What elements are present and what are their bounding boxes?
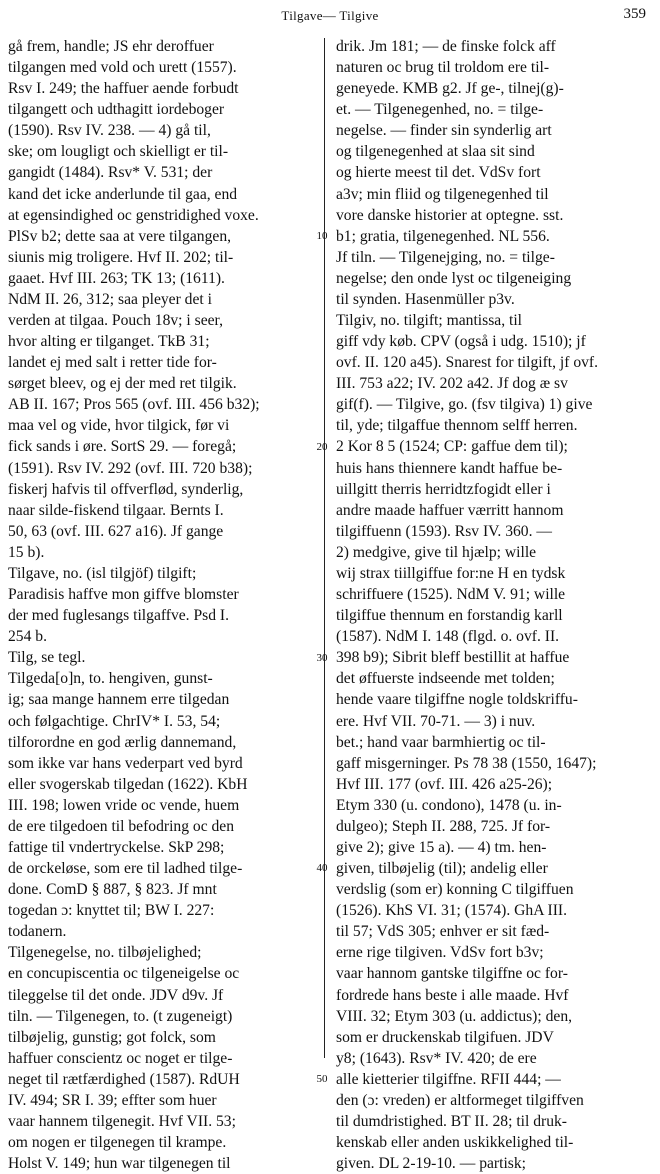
text-line: drik. Jm 181; — de finske folck aff — [336, 38, 556, 55]
text-line: done. ComD § 887, § 823. Jf mnt — [8, 881, 217, 899]
text-line: Tilgenegelse, no. tilbøjelighed; — [8, 944, 202, 962]
text-line: given. DL 2-19-10. — partisk; — [336, 1155, 526, 1173]
text-line: a3v; min fliid og tilgenegenhed til — [336, 185, 549, 203]
text-line: gaaet. Hvf III. 263; TK 13; (1611). — [8, 269, 225, 287]
text-line: b1; gratia, tilgenegenhed. NL 556. — [336, 227, 550, 245]
text-line: III. 198; lowen vride oc vende, huem — [8, 796, 240, 814]
text-line: fiskerj hafvis til offverflød, synderlig, — [8, 480, 244, 498]
text-line: tilgangen med vold och urett (1557). — [8, 59, 237, 77]
text-line: til, yde; tilgaffue thennom selff herren. — [336, 417, 578, 435]
text-line: gangidt (1484). Rsv* V. 531; der — [8, 164, 213, 182]
text-line: fordrede hans beste i alle maade. Hvf — [336, 986, 569, 1004]
text-line: kenskab eller anden uskikkelighed til- — [336, 1134, 574, 1152]
text-line: ske; om lougligt och skielligt er til- — [8, 143, 229, 161]
text-line: der med fuglesangs tilgaffve. Psd I. — [8, 607, 230, 625]
text-line: IV. 494; SR I. 39; effter som huer — [8, 1091, 217, 1109]
text-line: siunis mig troligere. Hvf II. 202; til- — [8, 248, 234, 266]
text-line: 2) medgive, give til hjælp; wille — [336, 543, 537, 561]
text-line: huis hans thiennere kandt haffue be- — [336, 459, 563, 477]
text-line: som ikke var hans vederpart ved byrd — [8, 754, 243, 772]
text-line: naturen oc brug til troldom ere til- — [336, 59, 550, 77]
text-line: III. 753 a22; IV. 202 a42. Jf dog æ sv — [336, 375, 568, 393]
text-line: 254 b. — [8, 628, 47, 646]
text-line: 50, 63 (ovf. III. 627 a16). Jf gange — [8, 522, 224, 540]
text-line: gif(f). — Tilgive, go. (fsv tilgiva) 1) give — [336, 396, 593, 414]
text-line: y8; (1643). Rsv* IV. 420; de ere — [336, 1049, 537, 1067]
text-line: todanern. — [8, 923, 67, 941]
text-line: alle kietterier tilgiffne. RFII 444; — — [336, 1070, 561, 1088]
text-line: 15 b). — [8, 543, 45, 561]
text-line: tiln. — Tilgenegen, to. (t zugeneigt) — [8, 1007, 233, 1025]
line-number-20: 20 — [316, 441, 328, 453]
text-line: andre maade haffuer værritt hannom — [336, 501, 564, 519]
text-line: tilgangett och udthagitt iordeboger — [8, 101, 225, 119]
text-line: og tilgenegenhed at slaa sit sind — [336, 143, 535, 161]
text-line: om nogen er tilgenegen til krampe. — [8, 1134, 227, 1152]
text-line: uillgitt therris herridtzfogidt eller i — [336, 480, 551, 498]
text-line: gaff misgerninger. Ps 78 38 (1550, 1647); — [336, 754, 597, 772]
text-line: geneyede. KMB g2. Jf ge-, tilnej(g)- — [336, 80, 564, 98]
text-line: 2 Kor 8 5 (1524; CP: gaffue dem til); — [336, 438, 568, 456]
text-line: hvor alting er tilganget. TkB 31; — [8, 333, 210, 351]
line-number-30: 30 — [316, 652, 328, 664]
text-line: ig; saa mange hannem erre tilgedan — [8, 691, 230, 709]
text-line: och følgachtige. ChrIV* I. 53, 54; — [8, 712, 221, 730]
text-line: tilforordne en god ærlig dannemand, — [8, 733, 237, 751]
text-line: give 2); give 15 a). — 4) tm. hen- — [336, 838, 547, 856]
text-line: Etym 330 (u. condono), 1478 (u. in- — [336, 796, 562, 814]
text-line: togedan ɔ: knyttet til; BW I. 227: — [8, 902, 215, 920]
text-line: som er druckenskab tilgifuen. JDV — [336, 1028, 554, 1046]
text-line: negelse; den onde lyst oc tilgeneiging — [336, 269, 572, 287]
text-line: ere. Hvf VII. 70-71. — 3) i nuv. — [336, 712, 536, 730]
text-line: verdslig (som er) konning C tilgiffuen — [336, 881, 574, 899]
text-line: vaar hannem tilgenegit. Hvf VII. 53; — [8, 1112, 236, 1130]
text-line: til dumdristighed. BT II. 28; til druk- — [336, 1112, 568, 1130]
text-line: naar silde-fiskend tilgaar. Bernts I. — [8, 501, 224, 519]
text-line: given, tilbøjelig (til); andelig eller — [336, 860, 548, 878]
text-line: wij strax tiillgiffue for:ne H en tydsk — [336, 564, 566, 582]
text-line: Paradisis haffve mon giffve blomster — [8, 586, 239, 604]
text-line: tileggelse til det onde. JDV d9v. Jf — [8, 986, 224, 1004]
text-line: tilbøjelig, gunstig; got folck, som — [8, 1028, 216, 1046]
text-line: ovf. II. 120 a45). Snarest for tilgift, jf ovf. — [336, 354, 599, 372]
text-line: 398 b9); Sibrit bleff bestillit at haffue — [336, 649, 570, 667]
text-line: at egensindighed oc genstridighed voxe. — [8, 206, 259, 224]
text-line: gå frem, handle; JS ehr deroffuer — [8, 38, 214, 55]
column-divider — [324, 38, 325, 1058]
text-line: negelse. — finder sin synderlig art — [336, 122, 552, 140]
text-line: VIII. 32; Etym 303 (u. addictus); den, — [336, 1007, 573, 1025]
text-line: Tilgave, no. (isl tilgjöf) tilgift; — [8, 564, 197, 582]
text-line: tilgiffue thennum en forstandig karll — [336, 607, 563, 625]
running-title: Tilgave— Tilgive — [281, 8, 379, 23]
text-line: (1587). NdM I. 148 (flgd. o. ovf. II. — [336, 628, 560, 646]
text-line: det øffuerste indseende met tolden; — [336, 670, 555, 688]
text-line: NdM II. 26, 312; saa pleyer det i — [8, 290, 212, 308]
text-line: Tilg, se tegl. — [8, 649, 86, 667]
line-number-50: 50 — [316, 1073, 328, 1085]
text-line: eller svogerskab tilgedan (1622). KbH — [8, 775, 248, 793]
text-line: Rsv I. 249; the haffuer aende forbudt — [8, 80, 239, 98]
text-line: Jf tiln. — Tilgenejging, no. = tilge- — [336, 248, 555, 266]
text-line: Tilgiv, no. tilgift; mantissa, til — [336, 312, 522, 330]
text-line: Tilgeda[o]n, to. hengiven, gunst- — [8, 670, 213, 688]
text-line: den (ɔ: vreden) er altformeget tilgiffven — [336, 1091, 584, 1109]
text-line: de orckeløse, som ere til ladhed tilge- — [8, 860, 243, 878]
text-line: PlSv b2; dette saa at vere tilgangen, — [8, 227, 232, 245]
text-line: vore danske historier at optegne. sst. — [336, 206, 564, 224]
text-line: dulgeo); Steph II. 288, 725. Jf for- — [336, 817, 551, 835]
text-line: sørget bleev, og ej der med ret tilgik. — [8, 375, 237, 393]
text-line: hende vaare tilgiffne nogle toldskriffu- — [336, 691, 578, 709]
text-line: bet.; hand vaar barmhiertig oc til- — [336, 733, 546, 751]
text-line: schriffuere (1525). NdM V. 91; wille — [336, 586, 566, 604]
text-line: og hierte meest til det. VdSv fort — [336, 164, 541, 182]
text-line: giff vdy køb. CPV (også i udg. 1510); jf — [336, 333, 586, 351]
text-line: landet ej med salt i retter tide for- — [8, 354, 217, 372]
page-number: 359 — [623, 6, 646, 22]
text-line: et. — Tilgenegenhed, no. = tilge- — [336, 101, 544, 119]
text-line: tilgiffuenn (1593). Rsv IV. 360. — — [336, 522, 552, 540]
text-line: fick sands i øre. SortS 29. — foregå; — [8, 438, 237, 456]
text-line: kand det icke anderlunde til gaa, end — [8, 185, 238, 203]
page-header — [0, 4, 660, 26]
line-number-10: 10 — [316, 230, 328, 242]
text-line: en concupiscentia oc tilgeneigelse oc — [8, 965, 240, 983]
text-line: verden at tilgaa. Pouch 18v; i seer, — [8, 312, 224, 330]
text-line: (1526). KhS VI. 31; (1574). GhA III. — [336, 902, 567, 920]
text-line: fattige til vndertryckelse. SkP 298; — [8, 838, 225, 856]
text-line: maa vel og vide, hvor tilgick, før vi — [8, 417, 230, 435]
text-line: vaar hannom gantske tilgiffne oc for- — [336, 965, 568, 983]
text-line: erne rige tilgiven. VdSv fort b3v; — [336, 944, 544, 962]
right-column — [336, 36, 643, 1174]
text-line: til 57; VdS 305; enhver er sit fæd- — [336, 923, 550, 941]
text-line: de ere tilgedoen til befodring oc den — [8, 817, 235, 835]
text-line: neget til rætfærdighed (1587). RdUH — [8, 1070, 240, 1088]
text-line: til synden. Hasenmüller p3v. — [336, 290, 515, 308]
text-line: Hvf III. 177 (ovf. III. 426 a25-26); — [336, 775, 553, 793]
text-line: AB II. 167; Pros 565 (ovf. III. 456 b32); — [8, 396, 260, 414]
text-line: (1591). Rsv IV. 292 (ovf. III. 720 b38); — [8, 459, 253, 477]
text-line: (1590). Rsv IV. 238. — 4) gå til, — [8, 122, 211, 140]
text-line: Holst V. 149; hun war tilgenegen til — [8, 1155, 231, 1173]
text-line: haffuer conscientz oc noget er tilge- — [8, 1049, 233, 1067]
left-column — [8, 36, 315, 1174]
line-number-40: 40 — [316, 862, 328, 874]
